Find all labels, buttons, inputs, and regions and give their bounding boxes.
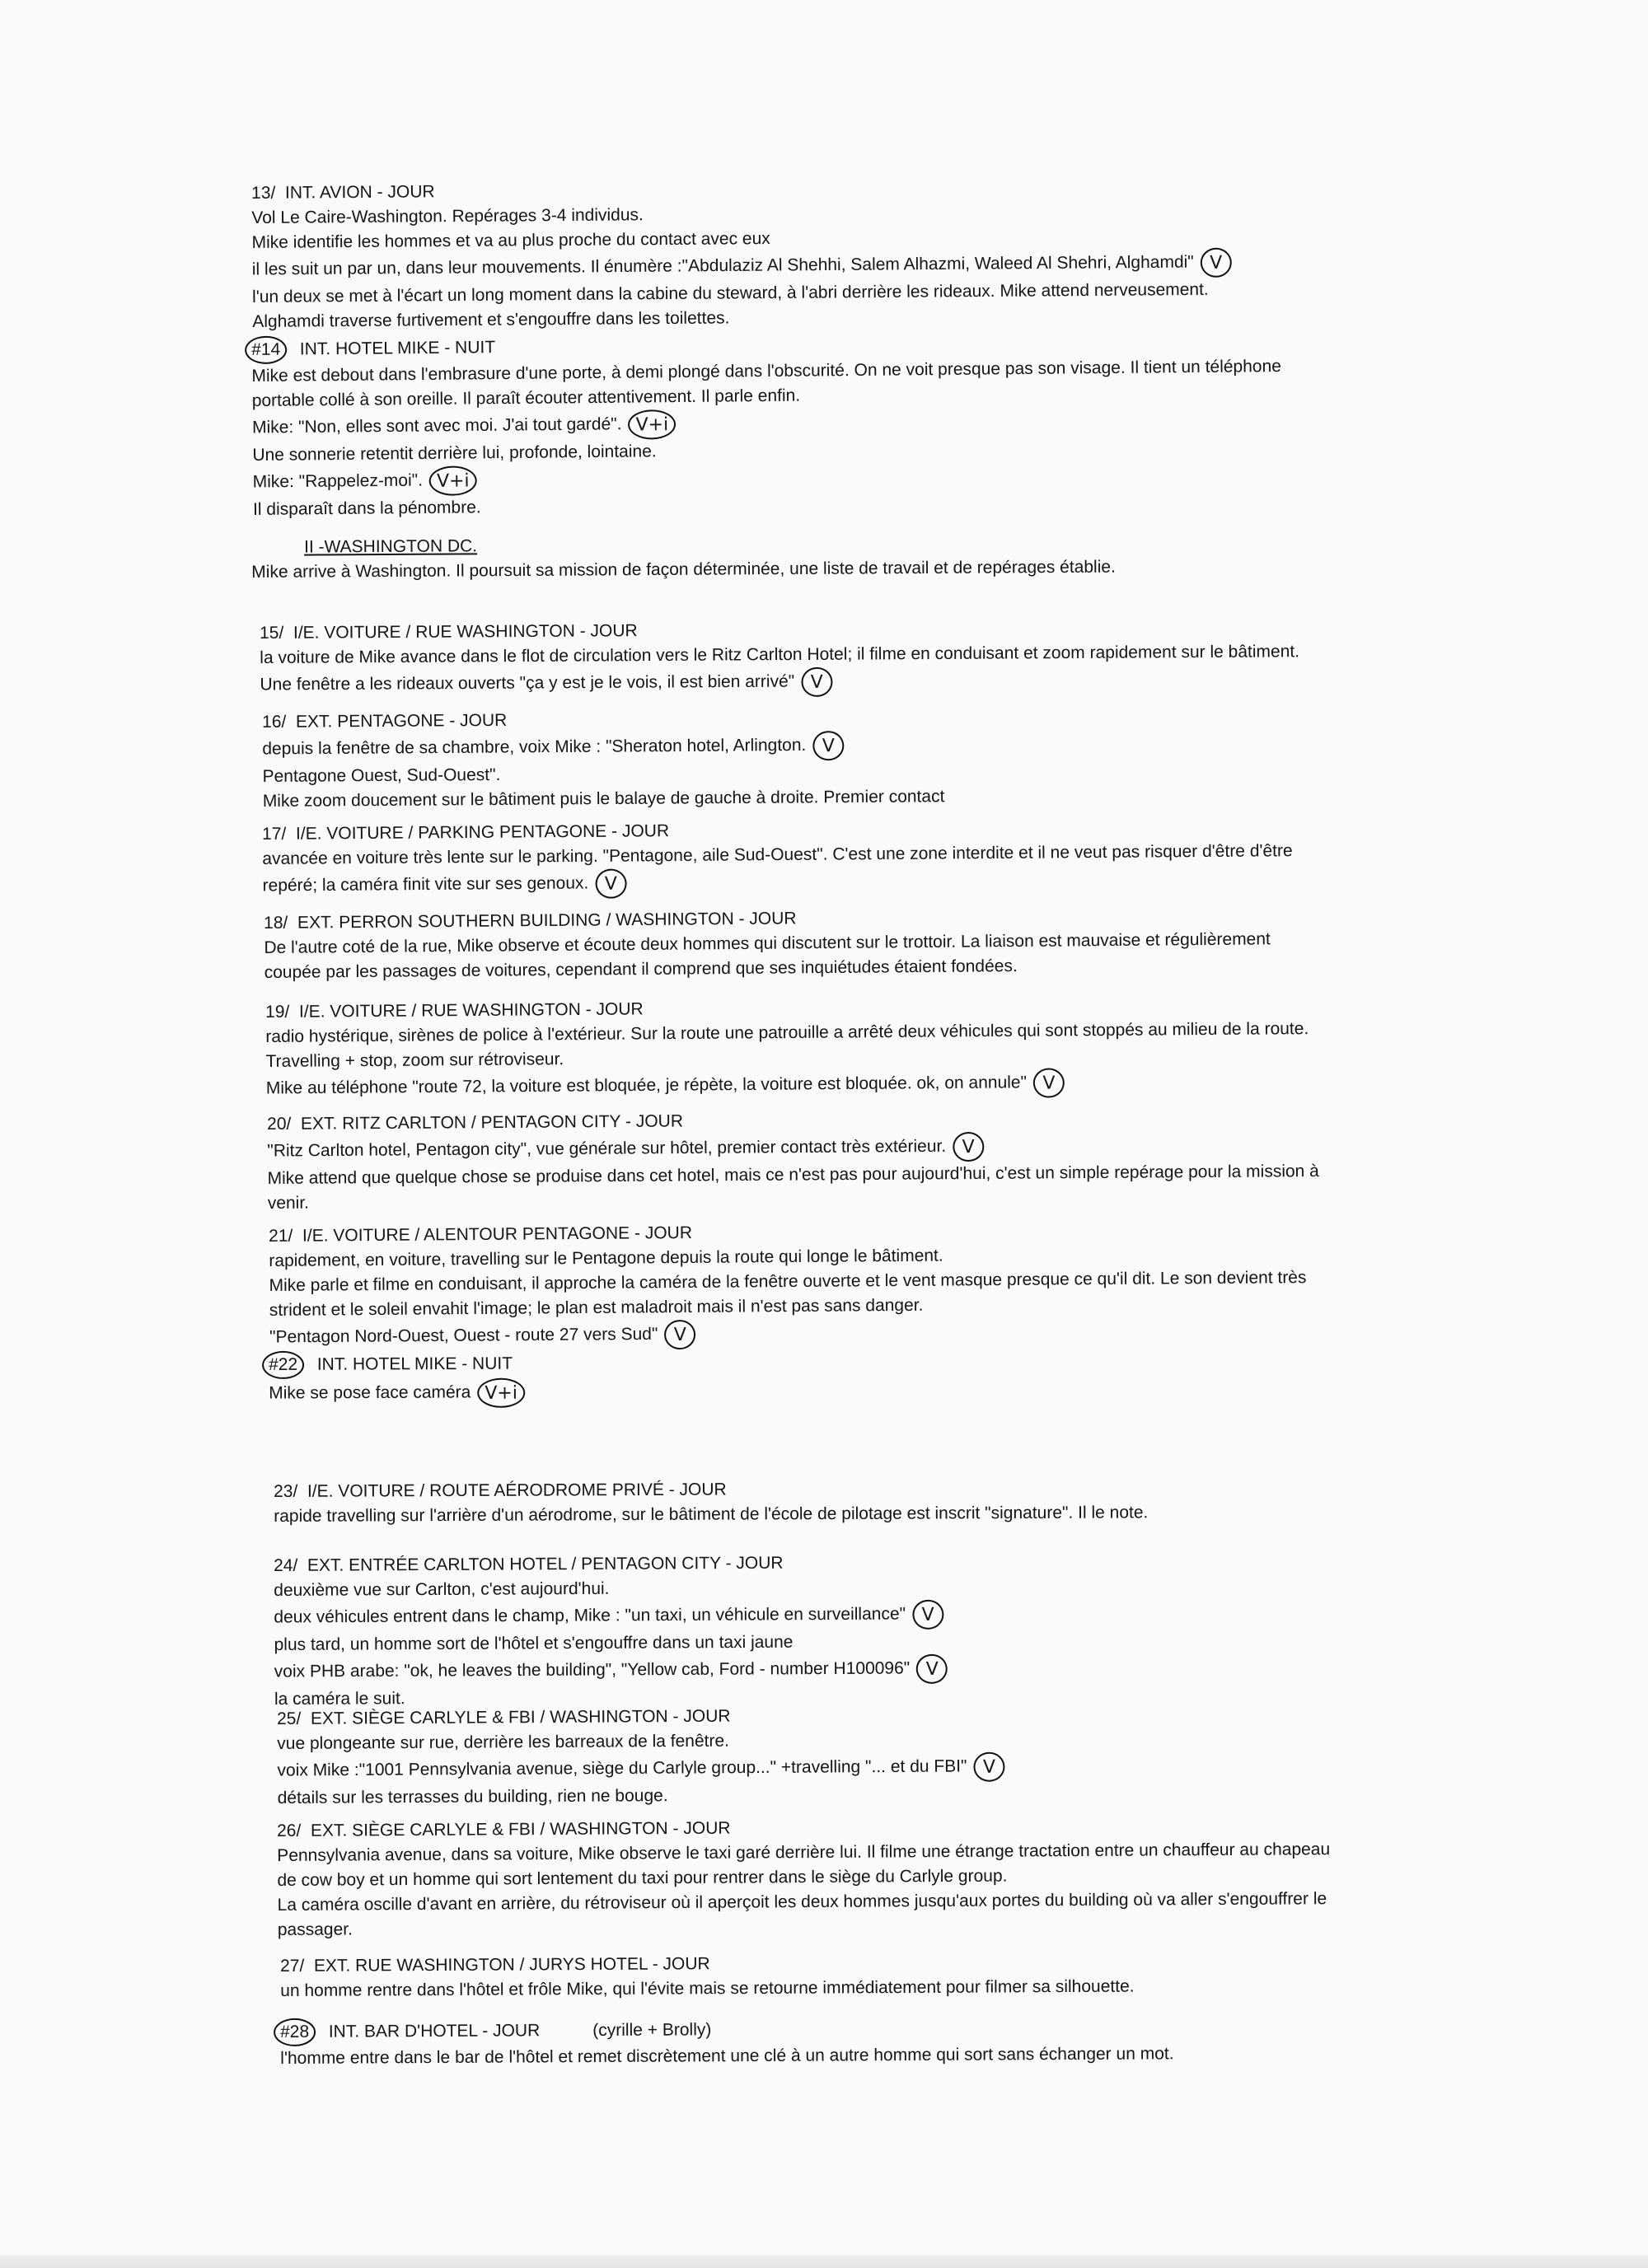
handwritten-annotation-circle: V — [953, 1132, 984, 1162]
script-line-text: Mike au téléphone "route 72, la voiture est bloquée, je répète, la voiture est bloquée. ok, on annule" — [265, 1073, 1028, 1098]
scene-heading — [274, 1550, 948, 1578]
script-line-text: Mike attend que quelque chose se produise dans cet hotel, mais ce n'est pas pour aujourd'hui, c'est un simple repérage pour la mission à — [267, 1162, 1319, 1188]
handwritten-annotation-circle: V — [1201, 248, 1232, 278]
handwritten-annotation-circle: V — [973, 1752, 1004, 1782]
script-line-text: vue plongeante sur rue, derrière les barreaux de la fenêtre. — [277, 1731, 730, 1753]
script-line-text: Pentagone Ouest, Sud-Ouest". — [262, 765, 501, 786]
scene-heading-text: INT. HOTEL MIKE - NUIT — [299, 338, 496, 359]
scene-number: 15/ — [260, 623, 284, 643]
script-line-text: rapide travelling sur l'arrière d'un aérodrome, sur le bâtiment de l'école de pilotage est inscrit "signature". Il le note. — [274, 1503, 1149, 1526]
spacer — [289, 1003, 299, 1022]
scene-number: 16/ — [262, 712, 287, 732]
spacer — [288, 914, 297, 933]
script-line-text: deux véhicules entrent dans le champ, Mike : "un taxi, un véhicule en surveillance" — [274, 1604, 906, 1627]
handwritten-annotation-circle: V — [595, 869, 626, 899]
script-line-text: l'un deux se met à l'écart un long moment dans la cabine du steward, à l'abri derrière les rideaux. Mike attend nerveusement. — [252, 279, 1209, 306]
scene-block — [269, 1216, 1307, 1353]
script-line — [277, 1752, 1004, 1786]
script-line-text: repéré; la caméra finit vite sur ses genoux. — [262, 873, 589, 896]
scene-block — [265, 992, 1309, 1104]
scene-heading — [269, 1350, 525, 1379]
scene-block — [262, 814, 1293, 901]
handwritten-annotation-circle: V — [912, 1600, 943, 1630]
scene-number: 24/ — [274, 1555, 298, 1575]
script-line — [274, 1500, 1148, 1529]
scene-heading-text: I/E. VOITURE / RUE WASHINGTON - JOUR — [298, 999, 644, 1022]
scene-heading-text: I/E. VOITURE / ROUTE AÉRODROME PRIVÉ - JOUR — [307, 1480, 727, 1501]
scene-heading-note: (cyrille + Brolly) — [592, 2020, 712, 2041]
scene-block — [251, 174, 1232, 334]
scene-heading-text: INT. BAR D'HOTEL - JOUR — [328, 2021, 541, 2041]
scene-number: 20/ — [267, 1114, 292, 1134]
script-line-text: De l'autre coté de la rue, Mike observe et écoute deux hommes qui discutent sur le trottoir. La liaison est mauvaise et régulièrement — [264, 929, 1271, 957]
scene-number: 21/ — [269, 1226, 293, 1246]
script-line-text: détails sur les terrasses du building, rien ne bouge. — [277, 1786, 668, 1807]
spacer — [286, 713, 296, 732]
spacer — [304, 1957, 314, 1976]
scene-block — [280, 1950, 1135, 2004]
spacer — [307, 1355, 317, 1374]
scene-block — [262, 705, 944, 814]
scene-heading-text: INT. HOTEL MIKE - NUIT — [316, 1354, 513, 1374]
script-line-text: Une fenêtre a les rideaux ouverts "ça y est je le vois, il est bien arrivé" — [260, 671, 795, 694]
script-line-text: l'homme entre dans le bar de l'hôtel et remet discrètement une clé à un autre homme qui sort sans échanger un mot. — [280, 2044, 1174, 2068]
handwritten-annotation-circle: V — [916, 1654, 948, 1684]
scene-heading — [280, 2013, 1173, 2046]
scene-heading-text: EXT. SIÈGE CARLYLE & FBI / WASHINGTON - JOUR — [310, 1818, 731, 1840]
section-title: II -WASHINGTON DC. — [304, 536, 478, 557]
script-line-text: Mike zoom doucement sur le bâtiment puis le balaye de gauche à droite. Premier contact — [262, 787, 945, 811]
scene-block — [251, 531, 1116, 585]
handwritten-annotation-circle: V — [664, 1320, 695, 1349]
scene-number: 18/ — [264, 913, 288, 933]
scene-heading-text: I/E. VOITURE / PARKING PENTAGONE - JOUR — [295, 821, 670, 844]
script-line — [274, 1600, 948, 1633]
script-line-text: Une sonnerie retentit derrière lui, profonde, lointaine. — [252, 442, 657, 465]
scene-heading-text: EXT. RITZ CARLTON / PENTAGON CITY - JOUR — [300, 1111, 684, 1134]
script-line-text: Mike: "Non, elles sont avec moi. J'ai tout gardé". — [251, 414, 622, 437]
script-line — [260, 664, 1299, 700]
script-line-text: Alghamdi traverse furtivement et s'engouffre dans les toilettes. — [252, 308, 730, 331]
scene-number: 27/ — [280, 1956, 305, 1976]
script-line-text: Mike identifie les hommes et va au plus proche du contact avec eux — [251, 229, 770, 252]
spacer — [297, 1482, 307, 1501]
script-line — [274, 1630, 948, 1658]
script-line-text: il les suit un par un, dans leur mouvements. Il énumère :"Abdulaziz Al Shehhi, Salem Alhazmi, Waleed Al Shehri, Alghamdi" — [251, 252, 1194, 279]
handwritten-annotation-circle: V — [1033, 1068, 1065, 1097]
script-line — [280, 2041, 1173, 2071]
handwritten-annotation-circle: V — [812, 731, 844, 760]
script-line-text: deuxième vue sur Carlton, c'est aujourd'hui. — [274, 1578, 610, 1600]
script-line-text: rapidement, en voiture, travelling sur le Pentagone depuis la route qui longe le bâtiment. — [269, 1246, 943, 1270]
scene-block — [269, 1350, 525, 1409]
scene-block — [277, 1703, 1005, 1811]
scene-block — [277, 1812, 1331, 1943]
script-line-text: "Pentagon Nord-Ouest, Ouest - route 27 vers Sud" — [269, 1324, 658, 1347]
scene-block — [260, 615, 1299, 700]
scene-number: 23/ — [274, 1481, 298, 1501]
script-line-text: coupée par les passages de voitures, cependant il comprend que ses inquiétudes étaient fondées. — [264, 956, 1018, 982]
script-line-text: passager. — [277, 1920, 353, 1939]
spacer — [291, 1115, 301, 1134]
script-line — [274, 1654, 948, 1687]
handwritten-annotation-circle: V — [801, 667, 832, 697]
script-line-text: "Ritz Carlton hotel, Pentagon city", vue générale sur hôtel, premier contact très extérieur. — [267, 1136, 947, 1161]
scene-number: #28 — [274, 2018, 316, 2046]
handwritten-annotation-circle: V+i — [477, 1378, 525, 1408]
script-line — [274, 1575, 948, 1603]
scene-number: 19/ — [265, 1002, 290, 1022]
script-line-text: Mike: "Rappelez-moi". — [252, 470, 424, 492]
handwritten-annotation-circle: V+i — [628, 409, 676, 440]
scene-heading-text: I/E. VOITURE / ALENTOUR PENTAGONE - JOUR — [302, 1223, 693, 1246]
scene-heading — [274, 1475, 1148, 1504]
script-line-text: voix Mike :"1001 Pennsylvania avenue, siège du Carlyle group..." +travelling "... et du FBI" — [277, 1756, 967, 1780]
script-line — [278, 1782, 1005, 1811]
script-line-text: Mike est debout dans l'embrasure d'une porte, à demi plongé dans l'obscurité. On ne voit presque pas son visage. Il tient un téléphone — [251, 357, 1282, 386]
script-line-text: la caméra le suit. — [274, 1689, 405, 1709]
scene-block — [264, 902, 1271, 985]
spacer — [286, 825, 296, 844]
scene-number: 13/ — [251, 183, 276, 203]
spacer — [275, 184, 285, 203]
script-line-text: la voiture de Mike avance dans le flot de circulation vers le Ritz Carlton Hotel; il filme en conduisant et zoom rapidement sur le bâtiment. — [260, 642, 1300, 667]
scene-heading-text: EXT. RUE WASHINGTON / JURYS HOTEL - JOUR — [313, 1954, 710, 1976]
script-line-text: voix PHB arabe: "ok, he leaves the building", "Yellow cab, Ford - number H100096" — [274, 1658, 911, 1681]
scene-block — [274, 1475, 1148, 1529]
scene-number: #22 — [262, 1351, 304, 1379]
script-line-text: Vol Le Caire-Washington. Repérages 3-4 individus. — [251, 205, 644, 227]
script-line-text: plus tard, un homme sort de l'hôtel et s'engouffre dans un taxi jaune — [274, 1632, 794, 1654]
scene-number: 17/ — [262, 824, 287, 844]
script-line-text: de cow boy et un homme qui sort lentement du taxi pour rentrer dans le siège du Carlyle group. — [277, 1866, 1008, 1890]
scene-number: 26/ — [277, 1821, 302, 1840]
script-line — [263, 784, 945, 814]
script-line-text: radio hystérique, sirènes de police à l'extérieur. Sur la route une patrouille a arrêté deux véhicules qui sont stoppés au milieu de la route. — [265, 1019, 1309, 1046]
spacer — [301, 1709, 311, 1728]
scene-heading-text: EXT. PERRON SOUTHERN BUILDING / WASHINGTON - JOUR — [297, 909, 797, 933]
script-line-text: Mike arrive à Washington. Il poursuit sa mission de façon déterminée, une liste de travail et de repérages établie. — [251, 557, 1116, 582]
script-line-text: un homme rentre dans l'hôtel et frôle Mike, qui l'évite mais se retourne immédiatement pour filmer sa silhouette. — [280, 1976, 1135, 2000]
script-line-text: Mike se pose face caméra — [269, 1382, 471, 1403]
script-line — [280, 1975, 1134, 2004]
scene-heading-text: EXT. SIÈGE CARLYLE & FBI / WASHINGTON - JOUR — [310, 1706, 731, 1728]
spacer — [283, 624, 293, 643]
scene-block — [251, 326, 1283, 522]
spacer — [319, 2022, 329, 2041]
scene-heading-text: I/E. VOITURE / RUE WASHINGTON - JOUR — [293, 621, 638, 643]
script-line-text: Travelling + stop, zoom sur rétroviseur. — [265, 1050, 564, 1071]
script-line-text: strident et le soleil envahit l'image; le plan est maladroit mais il n'est pas sans danger. — [269, 1295, 924, 1320]
scene-heading-text: EXT. ENTRÉE CARLTON HOTEL / PENTAGON CITY - JOUR — [307, 1553, 784, 1575]
scene-block — [280, 2013, 1174, 2071]
script-line-text: Il disparaît dans la pénombre. — [252, 498, 481, 519]
script-line-text: depuis la fenêtre de sa chambre, voix Mike : "Sheraton hotel, Arlington. — [262, 735, 807, 759]
script-line-text: La caméra oscille d'avant en arrière, du rétroviseur où il aperçoit les deux hommes jusqu'aux portes du building où va aller s'engouffrer le — [277, 1889, 1327, 1915]
scene-number: 25/ — [277, 1709, 302, 1728]
spacer — [293, 1227, 302, 1246]
scene-block — [267, 1105, 1319, 1216]
script-line — [262, 730, 944, 765]
scene-heading-text: INT. AVION - JOUR — [284, 182, 435, 203]
handwritten-annotation-circle: V+i — [429, 465, 477, 496]
spacer — [297, 1556, 307, 1575]
scene-heading-text: EXT. PENTAGONE - JOUR — [295, 710, 508, 732]
scene-block — [274, 1550, 948, 1712]
spacer — [290, 339, 300, 358]
spacer — [301, 1821, 311, 1840]
script-line — [251, 555, 1116, 585]
script-line-text: avancée en voiture très lente sur le parking. "Pentagone, aile Sud-Ouest". C'est une zone interdite et il ne veut pas risquer d'être d'être — [262, 841, 1293, 868]
script-line — [269, 1378, 525, 1409]
script-line-text: portable collé à son oreille. Il paraît écouter attentivement. Il parle enfin. — [251, 386, 801, 410]
script-line-text: Mike parle et filme en conduisant, il approche la caméra de la fenêtre ouverte et le vent masque presque ce qu'il dit. Le son devient très — [269, 1268, 1307, 1295]
script-line-text: Pennsylvania avenue, dans sa voiture, Mike observe le taxi garé derrière lui. Il filme une étrange tractation entre un chauffeur au chapeau — [277, 1840, 1331, 1865]
scene-number: #14 — [245, 336, 287, 364]
script-line-text: venir. — [267, 1193, 310, 1213]
